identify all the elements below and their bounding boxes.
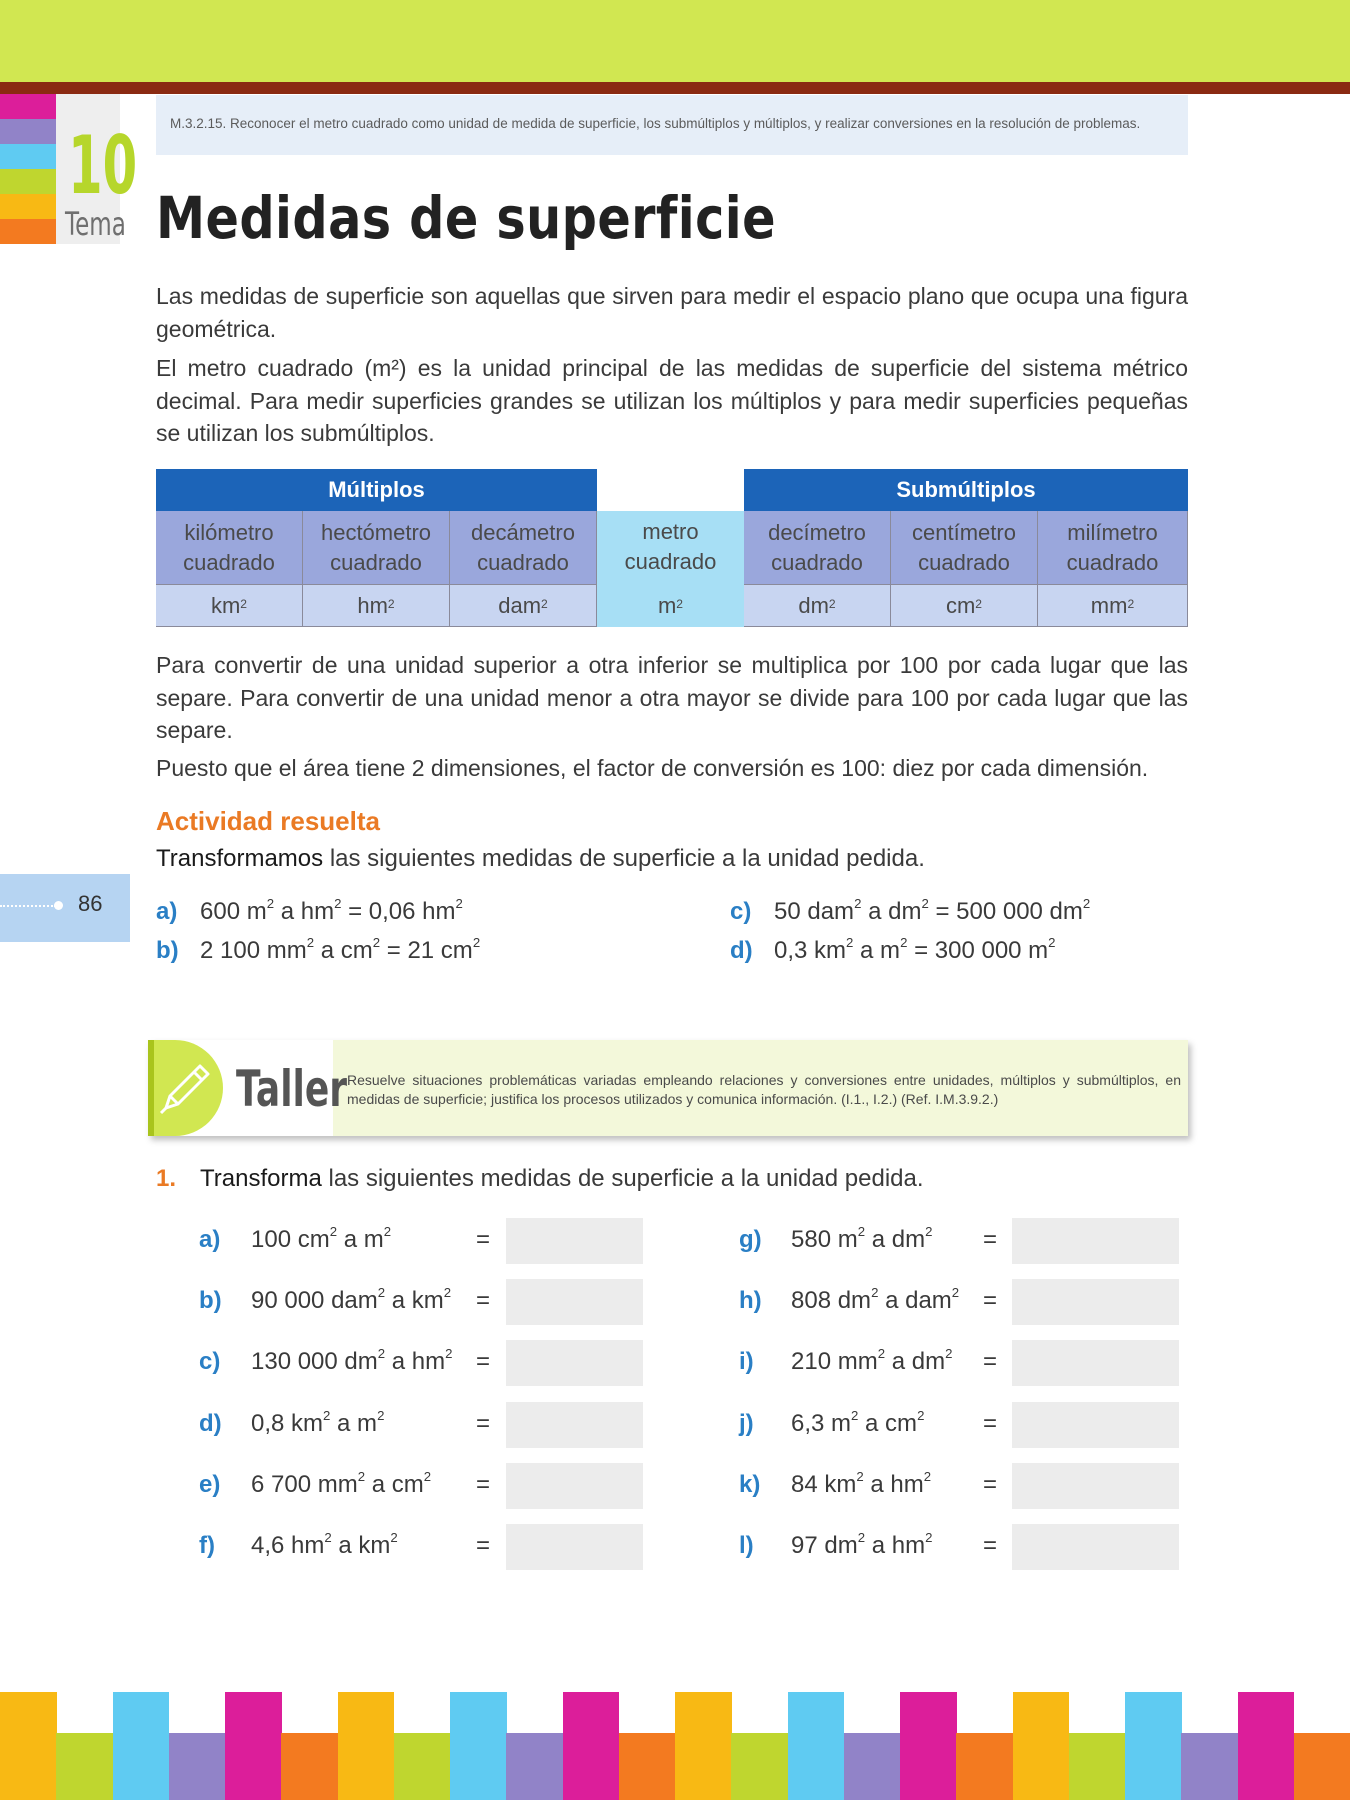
answer-field[interactable] [1012,1340,1179,1386]
answer-field[interactable] [1012,1524,1179,1570]
equals-sign: = [476,1287,491,1314]
answer-field[interactable] [1012,1463,1179,1509]
item-question: 6 700 $mm^2$ a $cm^2$ [251,1469,432,1498]
exercise-item [199,1463,643,1509]
exercise-item [199,1524,643,1570]
unit-name-cell: metro cuadrado [597,517,744,577]
header-rule [0,82,1350,94]
answer-field[interactable] [1012,1218,1179,1264]
equals-sign: = [476,1348,491,1375]
item-letter: c) [199,1348,221,1375]
equals-sign: = [983,1348,998,1375]
color-bar-green [731,1733,788,1800]
equals-sign: = [476,1532,491,1559]
tema-label: Tema [64,205,126,243]
unit-symbol-cell: dam $^2$ [450,585,597,627]
equals-sign: = [476,1471,491,1498]
activity-intro-rest: las siguientes medidas de superficie a la unidad pedida. [323,845,925,872]
color-bar-orange [281,1733,338,1800]
item-letter: h) [739,1287,762,1314]
unit-symbol-cell: km $^2$ [156,585,303,627]
exercise-item [199,1218,643,1264]
exercise-item [739,1340,1179,1386]
taller-badge-edge [148,1040,154,1136]
answer-field[interactable] [506,1340,643,1386]
color-bar-sky [1125,1692,1182,1800]
intro-paragraph-2: El metro cuadrado (m²) es la unidad principal de las medidas de superficie del sistema métrico decimal. Para medir superficies grandes se utilizan los múltiplos y para medir superficies pequeñas se utilizan los submúltiplos. [156,355,1188,446]
stripe-lavender [0,119,56,144]
color-bar-yellow [0,1692,57,1800]
submultiples-header: Submúltiplos [744,469,1188,511]
exercise-item [199,1279,643,1325]
color-bar-lavender [506,1733,563,1800]
exercise-intro [200,1165,924,1193]
rules-paragraph-1: Para convertir de una unidad superior a otra inferior se multiplica por 100 por cada lugar que las separe. Para convertir de una unidad menor a otra mayor se divide para 100 por cada lugar que las separe. [156,652,1188,743]
equals-sign: = [476,1410,491,1437]
rules-paragraph-2: Puesto que el área tiene 2 dimensiones, el factor de conversión es 100: diez por cada dimensión. [156,755,1149,781]
unit-symbol-cell: hm $^2$ [303,585,450,627]
item-question: 90 000 dam$^2$ a $km^2$ [251,1285,452,1314]
stripe-magenta [0,94,56,119]
exercise-item [199,1340,643,1386]
unit-name-cell: decámetro cuadrado [450,511,597,585]
unit-symbol-cell: dm $^2$ [744,585,891,627]
taller-title: Taller [236,1060,348,1118]
color-bar-sky [788,1692,845,1800]
equals-sign: = [983,1287,998,1314]
solved-item [156,898,463,926]
activity-intro [156,845,925,873]
exercise-intro-bold: Transforma [200,1165,322,1192]
solved-letter: b) [156,937,179,964]
page-title: Medidas de superficie [156,184,776,252]
header-band [0,0,1350,82]
color-bar-orange [1294,1733,1350,1800]
item-question: 100 $cm^2$ a $m^2$ [251,1224,392,1253]
color-bar-orange [619,1733,676,1800]
solved-text: 50 dam$^2$ a $dm^2 = 500$ 000 $dm^2$ [774,896,1091,925]
unit-name-cell: milímetro cuadrado [1038,511,1188,585]
stripe-sky [0,144,56,169]
exercise-item [739,1402,1179,1448]
exercise-item [739,1463,1179,1509]
item-question: 84 $km^2$ a $hm^2$ [791,1469,932,1498]
page-number: 86 [78,891,103,916]
exercise-item [199,1402,643,1448]
color-bar-green [394,1733,451,1800]
activity-intro-bold: Transformamos [156,845,324,872]
color-bar-sky [450,1692,507,1800]
unit-name-cell: centímetro cuadrado [891,511,1038,585]
solved-letter: a) [156,898,178,925]
activity-title: Actividad resuelta [156,806,380,836]
multiples-header: Múltiplos [156,469,597,511]
unit-name-cell: decímetro cuadrado [744,511,891,585]
solved-letter: c) [730,898,752,925]
item-letter: f) [199,1532,215,1559]
unit-name-cell: hectómetro cuadrado [303,511,450,585]
color-bar-lavender [844,1733,901,1800]
page-number-dots [0,905,56,907]
page-number-tab [0,874,130,942]
tema-number: 10 [68,119,138,212]
item-question: 0,8 $km^2$ a $m^2$ [251,1408,385,1437]
unit-symbol-cell: mm $^2$ [1038,585,1188,627]
solved-item [156,937,480,965]
exercise-intro-rest: las siguientes medidas de superficie a la unidad pedida. [321,1165,924,1192]
objective-text: M.3.2.15. Reconocer el metro cuadrado como unidad de medida de superficie, los submúltiplos y múltiplos, y realizar conversiones en la resolución de problemas. [170,116,1141,131]
item-question: 6,3 $m^2$ a $cm^2$ [791,1408,925,1437]
item-letter: i) [739,1348,754,1375]
color-bar-magenta [1238,1692,1295,1800]
unit-symbol-cell: m $^2$ [597,585,744,627]
item-letter: e) [199,1471,221,1498]
color-bar-green [1069,1733,1126,1800]
equals-sign: = [476,1226,491,1253]
exercise-item [739,1218,1179,1264]
item-letter: b) [199,1287,222,1314]
taller-description: Resuelve situaciones problemáticas variadas empleando relaciones y conversiones entre unidades, múltiplos y submúltiplos, en medidas de superficie; justifica los procesos utilizados y comunica información. (I.1., I.2.) (Ref. I.M.3.9.2.) [347,1072,1181,1107]
item-letter: g) [739,1226,762,1253]
solved-item [730,937,1056,965]
item-letter: a) [199,1226,221,1253]
equals-sign: = [983,1410,998,1437]
stripe-green [0,169,56,194]
color-bar-yellow [338,1692,395,1800]
pencil-icon [156,1058,216,1118]
stripe-orange [0,219,56,244]
color-bar-yellow [675,1692,732,1800]
item-question: 808 $dm^2$ a dam$^2$ [791,1285,960,1314]
answer-field[interactable] [506,1218,643,1264]
color-bar-sky [113,1692,170,1800]
intro-paragraph-1: Las medidas de superficie son aquellas que sirven para medir el espacio plano que ocupa una figura geométrica. [156,283,1188,342]
solved-text: 600 $m^2$ a $hm^2 = 0,06$ $hm^2$ [200,896,463,925]
solved-item [730,898,1090,926]
answer-field[interactable] [1012,1279,1179,1325]
color-bar-magenta [225,1692,282,1800]
equals-sign: = [983,1532,998,1559]
exercise-item [739,1279,1179,1325]
answer-field[interactable] [506,1463,643,1509]
color-bar-green [56,1733,113,1800]
color-bar-magenta [900,1692,957,1800]
color-bar-yellow [1013,1692,1070,1800]
unit-name-cell: kilómetro cuadrado [156,511,303,585]
item-letter: l) [739,1532,754,1559]
item-question: 4,6 $hm^2$ a $km^2$ [251,1530,398,1559]
item-letter: d) [199,1410,222,1437]
units-table [156,469,1188,627]
item-letter: k) [739,1471,761,1498]
solved-text: 2 100 $mm^2$ a $cm^2 = 21$ $cm^2$ [200,935,481,964]
answer-field[interactable] [506,1524,643,1570]
item-letter: j) [739,1410,754,1437]
equals-sign: = [983,1226,998,1253]
unit-symbol-cell: cm $^2$ [891,585,1038,627]
exercise-number: 1. [156,1165,177,1192]
answer-field[interactable] [1012,1402,1179,1448]
solved-letter: d) [730,937,753,964]
exercise-item [739,1524,1179,1570]
equals-sign: = [983,1471,998,1498]
color-bar-magenta [563,1692,620,1800]
color-bar-lavender [169,1733,226,1800]
item-question: 130 000 $dm^2$ a $hm^2$ [251,1346,453,1375]
item-question: 210 $mm^2$ a $dm^2$ [791,1346,953,1375]
page-number-dot [54,901,63,910]
item-question: 97 $dm^2$ a $hm^2$ [791,1530,933,1559]
solved-text: 0,3 $km^2$ a $m^2 = 300$ 000 $m^2$ [774,935,1056,964]
color-bar-orange [956,1733,1013,1800]
stripe-yellow [0,194,56,219]
answer-field[interactable] [506,1402,643,1448]
item-question: 580 $m^2$ a $dm^2$ [791,1224,933,1253]
color-bar-lavender [1181,1733,1238,1800]
answer-field[interactable] [506,1279,643,1325]
